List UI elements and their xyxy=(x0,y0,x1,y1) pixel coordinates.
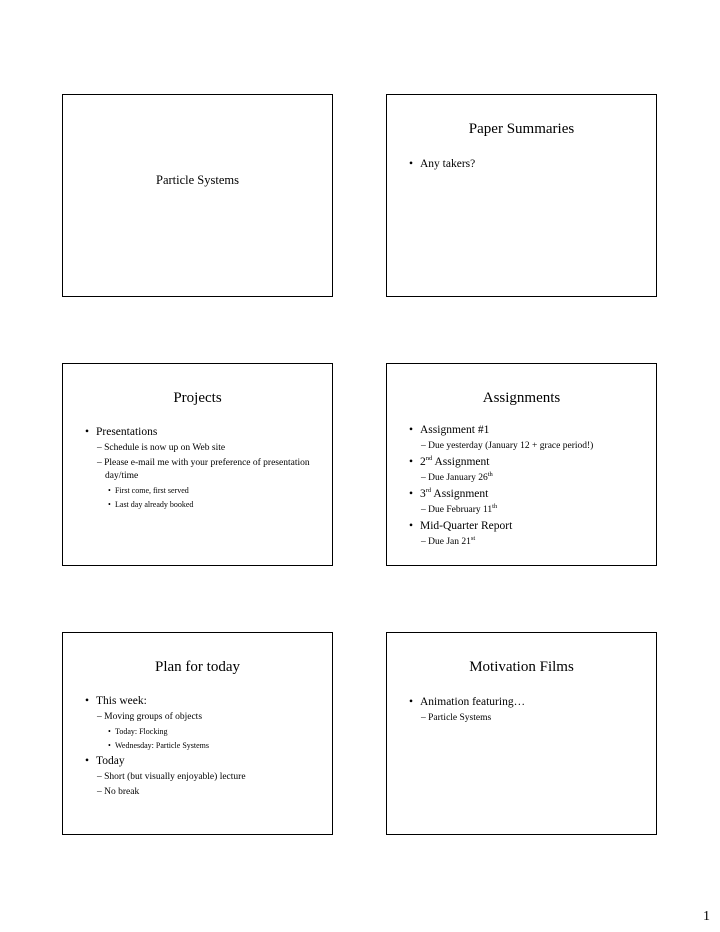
slide-particle-systems xyxy=(62,94,333,297)
ordinal-suffix: rd xyxy=(425,487,432,495)
sub-bullet-item: – Due Jan 21st xyxy=(421,534,476,547)
sub-bullet-item: – Moving groups of objects xyxy=(97,712,203,722)
ordinal-suffix: th xyxy=(492,502,498,510)
bullet-item: • Mid-Quarter Report xyxy=(409,519,648,534)
slide-projects xyxy=(62,363,333,566)
slide-title: Plan for today xyxy=(155,659,240,675)
sub-bullet-text: Due February 11 xyxy=(428,505,493,515)
sub-bullet-text: Particle Systems xyxy=(428,713,492,723)
ordinal-suffix: st xyxy=(470,534,476,542)
bullet-item: • Animation featuring… xyxy=(409,695,648,710)
sub-bullet-item: – Due yesterday (January 12 + grace period!) xyxy=(421,441,594,451)
page-number: 1 xyxy=(703,909,710,924)
sub-sub-bullet-item: • First come, first served xyxy=(85,485,324,496)
sub-bullet-item: – Particle Systems xyxy=(421,713,492,723)
sub-bullet-item: – Short (but visually enjoyable) lecture xyxy=(97,772,246,782)
sub-bullet-text: No break xyxy=(104,787,140,797)
sub-bullet-item: – Please e-mail me with your preference of presentation day/time xyxy=(97,458,310,481)
ordinal-number: 3 xyxy=(420,488,426,500)
bullet-item: • Assignment #1 xyxy=(409,423,648,438)
bullet-item xyxy=(409,487,648,502)
sub-bullet-text: Moving groups of objects xyxy=(104,712,203,722)
sub-bullet-text: Please e-mail me with your preference of presentation day/time xyxy=(104,458,310,481)
slide-paper-summaries xyxy=(386,94,657,297)
ordinal-suffix: th xyxy=(487,470,493,478)
slide-title: Projects xyxy=(173,390,222,406)
sub-bullet-text: Due January 26 xyxy=(428,473,488,483)
slide-title: Assignments xyxy=(482,390,561,406)
slide-motivation-films xyxy=(386,632,657,835)
slide-title: Paper Summaries xyxy=(468,121,575,137)
slide-assignments xyxy=(386,363,657,566)
bullet-text: Assignment xyxy=(431,488,489,500)
bullet-item xyxy=(409,455,648,470)
sub-bullet-text: Due yesterday (January 12 + grace period!) xyxy=(428,441,594,451)
bullet-item: • Any takers? xyxy=(409,157,648,172)
slide-title: Particle Systems xyxy=(156,173,239,187)
sub-bullet-text: Schedule is now up on Web site xyxy=(104,443,226,453)
sub-sub-bullet-item: • Today: Flocking xyxy=(85,726,324,737)
sub-bullet-text: Due Jan 21 xyxy=(428,537,471,547)
slide-plan-for-today xyxy=(62,632,333,835)
slide-title: Motivation Films xyxy=(469,659,574,675)
sub-bullet-item: – No break xyxy=(97,787,140,797)
sub-bullet-item: – Due February 11th xyxy=(421,502,498,515)
bullet-item: • This week: xyxy=(85,694,324,709)
bullet-text: Assignment xyxy=(432,456,490,468)
sub-bullet-item: – Schedule is now up on Web site xyxy=(97,443,226,453)
sub-sub-bullet-item: • Last day already booked xyxy=(85,499,324,510)
sub-sub-bullet-item: • Wednesday: Particle Systems xyxy=(85,740,324,751)
ordinal-number: 2 xyxy=(420,456,426,468)
sub-bullet-text: Short (but visually enjoyable) lecture xyxy=(104,772,246,782)
bullet-item: • Today xyxy=(85,754,324,769)
sub-bullet-item: – Due January 26th xyxy=(421,470,493,483)
ordinal-suffix: nd xyxy=(425,455,433,463)
bullet-item: • Presentations xyxy=(85,425,324,440)
